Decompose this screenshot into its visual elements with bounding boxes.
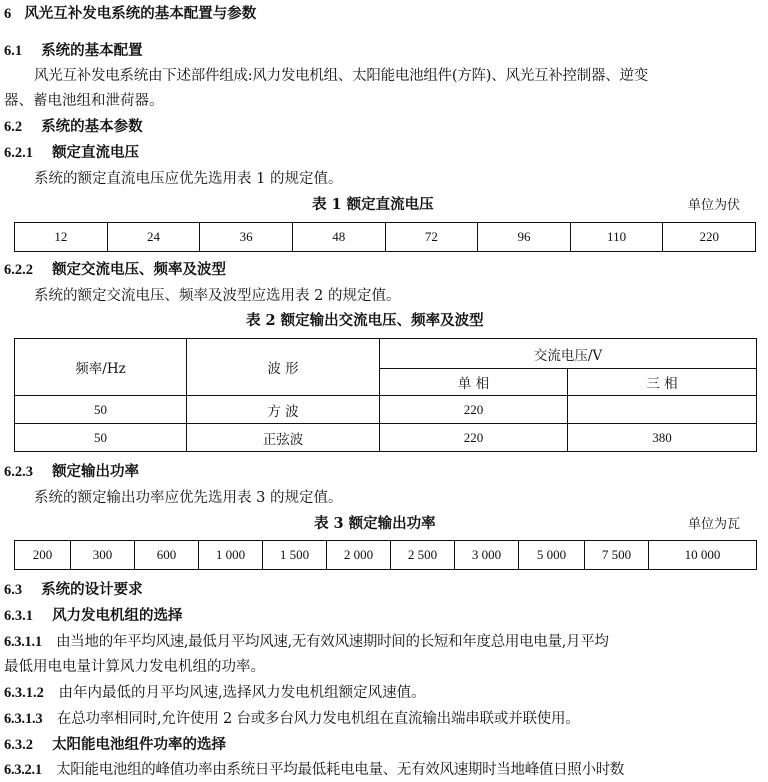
section-title: 额定输出功率 <box>52 463 140 480</box>
section-6-2-2-heading <box>4 260 226 280</box>
section-title: 风力发电机组的选择 <box>52 607 183 624</box>
clause-number: 6.3.1.2 <box>4 685 44 701</box>
table-cell: 2 000 <box>327 541 391 570</box>
table-cell: 7 500 <box>585 541 649 570</box>
table-cell: 50 <box>15 396 187 424</box>
table-3 <box>14 540 757 570</box>
paragraph-line: 系统的额定直流电压应优先选用表 1 的规定值。 <box>34 171 343 187</box>
section-number: 6 <box>4 6 12 22</box>
table-header-row <box>15 339 757 369</box>
section-6-3-heading <box>4 580 143 600</box>
clause-text: 在总功率相同时,允许使用 2 台或多台风力发电机组在直流输出端串联或并联使用。 <box>56 711 580 727</box>
section-number: 6.3 <box>4 582 23 598</box>
clause-number: 6.3.1.3 <box>4 711 43 727</box>
paragraph-line: 器、蓄电池组和泄荷器。 <box>4 93 164 109</box>
table-cell: 方 波 <box>187 396 380 424</box>
section-6-2-heading <box>4 117 143 137</box>
table-cell: 10 000 <box>649 541 757 570</box>
table-1-caption: 表 1 额定直流电压 <box>312 196 434 213</box>
table-row <box>15 541 757 570</box>
section-title: 额定直流电压 <box>52 144 140 161</box>
section-6-heading <box>4 4 256 24</box>
column-header: 波 形 <box>187 339 380 396</box>
section-6-2-1-heading <box>4 143 139 163</box>
table-cell: 48 <box>292 223 385 252</box>
table-cell: 12 <box>15 223 108 252</box>
table-cell: 380 <box>568 424 757 452</box>
clause-text: 太阳能电池组的峰值功率由系统日平均最低耗电电量、无有效风速期时当地峰值日照小时数 <box>56 762 625 778</box>
table-cell: 3 000 <box>455 541 519 570</box>
table-cell: 正弦波 <box>187 424 380 452</box>
section-number: 6.3.2 <box>4 737 33 753</box>
section-6-2-3-heading <box>4 462 139 482</box>
clause-6-3-1-1 <box>4 632 609 652</box>
column-header: 交流电压/V <box>380 339 757 369</box>
table-cell: 24 <box>107 223 200 252</box>
table-cell: 2 500 <box>391 541 455 570</box>
section-title: 系统的基本配置 <box>41 42 143 59</box>
section-number: 6.2.2 <box>4 262 33 278</box>
table-cell: 220 <box>380 424 568 452</box>
table-cell: 5 000 <box>519 541 585 570</box>
section-6-3-2-heading <box>4 735 226 755</box>
table-cell: 200 <box>15 541 71 570</box>
table-2-caption: 表 2 额定输出交流电压、频率及波型 <box>246 312 484 329</box>
table-cell: 36 <box>200 223 293 252</box>
column-header: 频率/Hz <box>15 339 187 396</box>
table-row <box>15 396 757 424</box>
column-header: 三 相 <box>568 369 757 396</box>
table-cell: 220 <box>663 223 756 252</box>
table-1-unit: 单位为伏 <box>688 198 741 213</box>
paragraph-line: 系统的额定交流电压、频率及波型应选用表 2 的规定值。 <box>34 288 401 304</box>
section-number: 6.2.3 <box>4 464 33 480</box>
section-title: 太阳能电池组件功率的选择 <box>52 736 227 753</box>
table-cell: 220 <box>380 396 568 424</box>
column-header: 单 相 <box>380 369 568 396</box>
table-cell: 1 500 <box>263 541 327 570</box>
clause-text: 由当地的年平均风速,最低月平均风速,无有效风速期时间的长短和年度总用电电量,月平均 <box>56 634 609 650</box>
clause-6-3-2-1 <box>4 760 624 780</box>
clause-6-3-1-3 <box>4 709 580 729</box>
section-title: 风光互补发电系统的基本配置与参数 <box>24 5 257 22</box>
section-number: 6.1 <box>4 43 23 59</box>
table-3-unit: 单位为瓦 <box>688 517 741 532</box>
table-cell: 72 <box>385 223 478 252</box>
clause-number: 6.3.2.1 <box>4 762 42 778</box>
table-cell: 50 <box>15 424 187 452</box>
table-cell: 300 <box>71 541 135 570</box>
table-cell: 110 <box>570 223 663 252</box>
table-row <box>15 424 757 452</box>
section-title: 系统的设计要求 <box>41 581 143 598</box>
table-cell <box>568 396 757 424</box>
section-6-1-heading <box>4 41 143 61</box>
table-3-caption: 表 3 额定输出功率 <box>314 515 436 532</box>
paragraph-line: 最低用电电量计算风力发电机组的功率。 <box>4 659 265 675</box>
clause-6-3-1-2 <box>4 683 426 703</box>
section-title: 系统的基本参数 <box>41 118 143 135</box>
table-cell: 1 000 <box>199 541 263 570</box>
section-6-3-1-heading <box>4 606 183 626</box>
paragraph-line: 风光互补发电系统由下述部件组成:风力发电机组、太阳能电池组件(方阵)、风光互补控制器、逆变 <box>34 68 648 84</box>
table-cell: 600 <box>135 541 199 570</box>
section-title: 额定交流电压、频率及波型 <box>52 261 227 278</box>
table-cell: 96 <box>478 223 571 252</box>
section-number: 6.2.1 <box>4 145 33 161</box>
clause-number: 6.3.1.1 <box>4 634 42 650</box>
clause-text: 由年内最低的月平均风速,选择风力发电机组额定风速值。 <box>58 685 426 701</box>
table-2 <box>14 338 757 452</box>
section-number: 6.2 <box>4 119 23 135</box>
table-1 <box>14 222 756 252</box>
section-number: 6.3.1 <box>4 608 33 624</box>
paragraph-line: 系统的额定输出功率应优先选用表 3 的规定值。 <box>34 490 343 506</box>
table-row <box>15 223 756 252</box>
